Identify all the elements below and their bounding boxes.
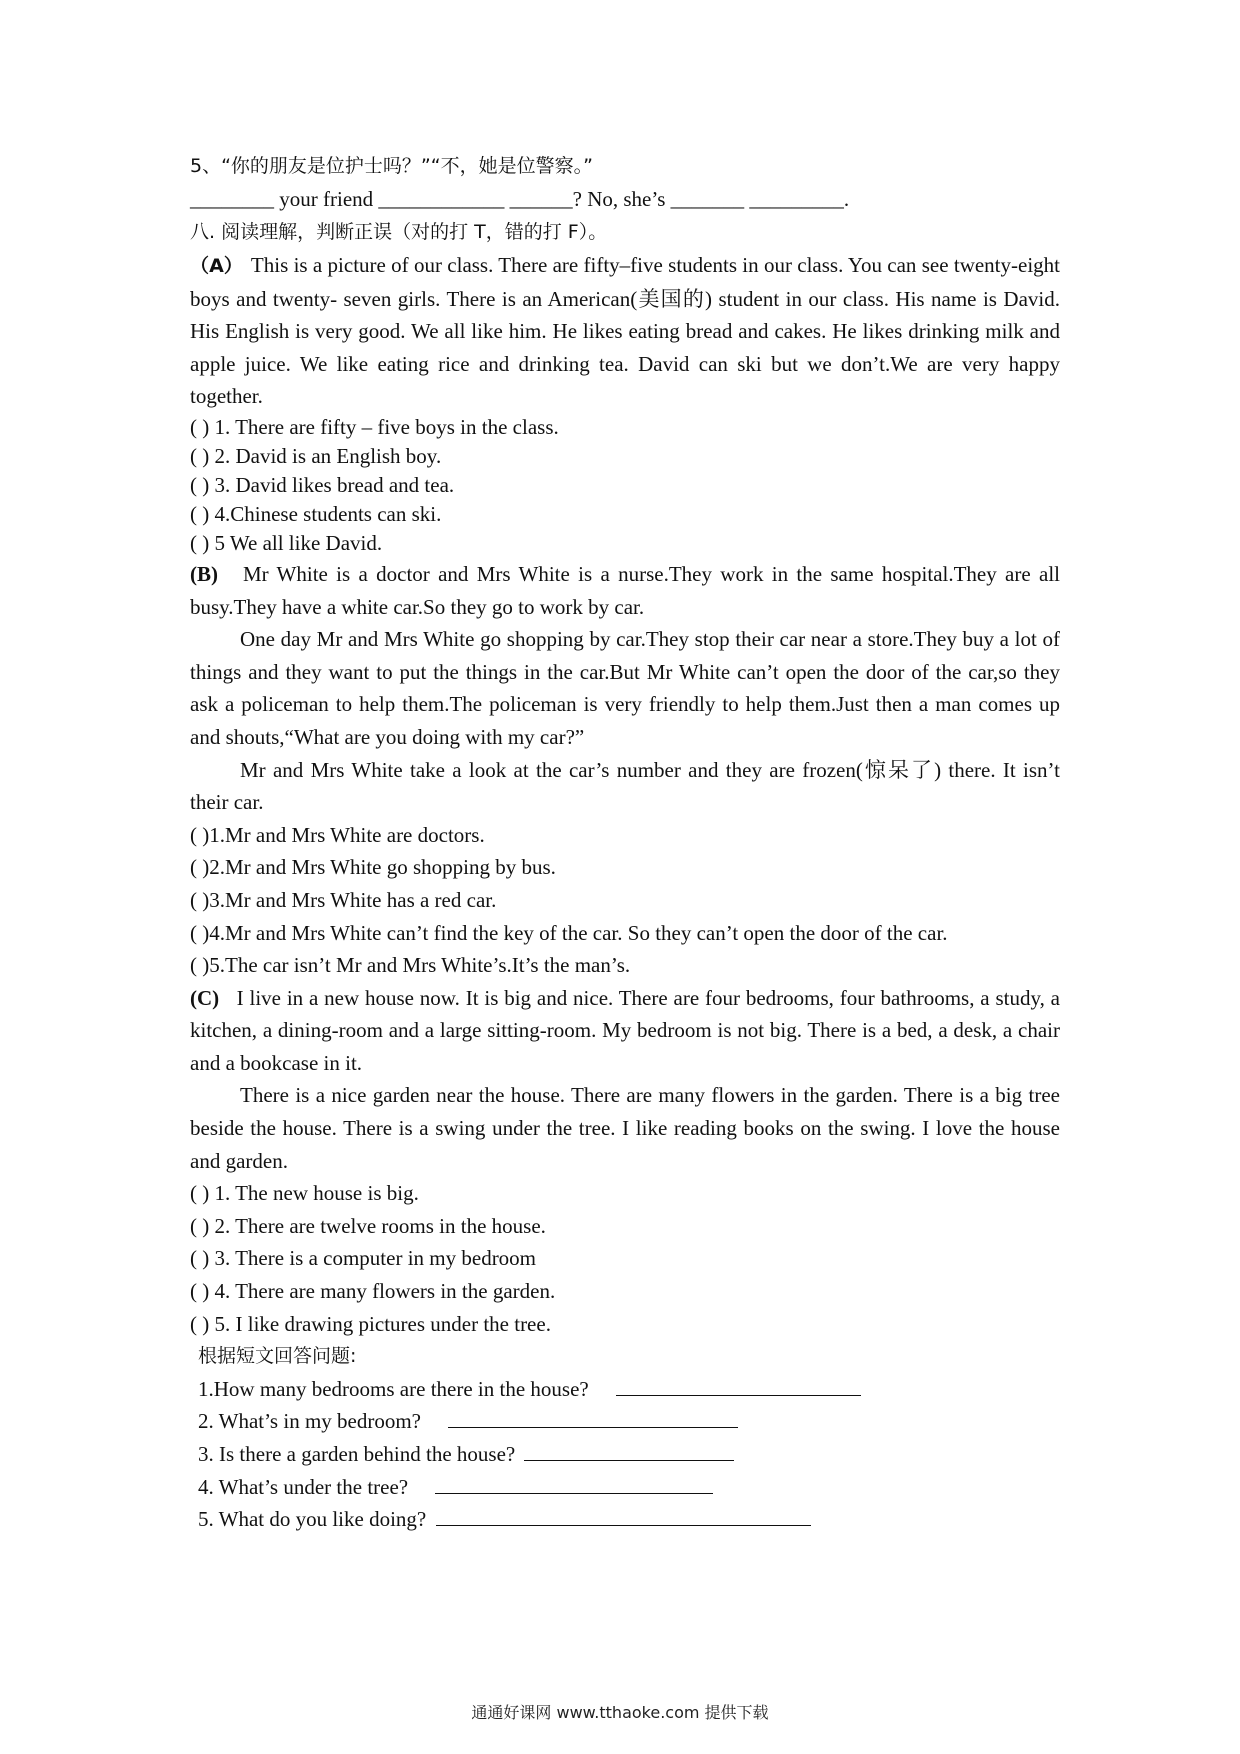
passage-a-text: This is a picture of our class. There are fifty–five students in our class. You can see twenty-eight boys and twenty- seven girls. There is an American(美国的) student in our class. His name is David. His English is very good. We all like him. He likes eating bread and cakes. He likes drinking milk and apple juice. We like eating rice and drinking tea. David can ski but we don’t.We are very happy together. xyxy=(190,253,1060,409)
passage-b-p3: Mr and Mrs White take a look at the car’s number and they are frozen(惊呆了) there. It isn’t their car. xyxy=(190,757,1060,815)
answer-blank[interactable] xyxy=(436,1505,811,1526)
footer-credit: 通通好课网 www.tthaoke.com 提供下载 xyxy=(471,1703,769,1722)
passage-a-question: ( ) 4.Chinese students can ski. xyxy=(190,501,442,526)
worksheet-page xyxy=(190,150,1060,1536)
passage-b-question: ( )1.Mr and Mrs White are doctors. xyxy=(190,822,485,847)
passage-c-question: ( ) 2. There are twelve rooms in the house. xyxy=(190,1213,546,1238)
answer-question-5 xyxy=(198,1503,1060,1536)
answer-question-1 xyxy=(198,1373,1060,1406)
passage-c-questions xyxy=(190,1177,1060,1340)
q5-chinese: 5、“你的朋友是位护士吗？”“不，她是位警察。” xyxy=(190,155,593,177)
passage-b-question: ( )4.Mr and Mrs White can’t find the key of the car. So they can’t open the door of the car. xyxy=(190,920,948,945)
passage-c-p1 xyxy=(190,982,1060,1080)
section-title: 八. 阅读理解，判断正误（对的打 T，错的打 F）。 xyxy=(190,221,608,243)
passage-c-p2: There is a nice garden near the house. There are many flowers in the garden. There is a big tree beside the house. There is a swing under the tree. I like reading books on the swing. I love the house and garden. xyxy=(190,1083,1060,1173)
answer-blank[interactable] xyxy=(435,1473,713,1494)
answer-blank[interactable] xyxy=(524,1440,734,1461)
answer-question-4 xyxy=(198,1471,1060,1504)
passage-a xyxy=(190,249,1060,413)
passage-a-questions xyxy=(190,413,1060,558)
answer-question-text: 5. What do you like doing? xyxy=(198,1507,427,1532)
passage-b-p2: One day Mr and Mrs White go shopping by car.They stop their car near a store.They buy a lot of things and they want to put the things in the car.But Mr White can’t open the door of the car,so they ask a policeman to help them.The policeman is very friendly to help them.Just then a man comes up and shouts,“What are you doing with my car?” xyxy=(190,627,1060,749)
q5-english-blanks: ________ your friend ____________ ______? No, she’s _______ _________. xyxy=(190,187,850,211)
answer-section-title: 根据短文回答问题: xyxy=(198,1345,357,1368)
answer-question-3 xyxy=(198,1438,1060,1471)
answer-question-text: 4. What’s under the tree? xyxy=(198,1474,409,1499)
passage-c-label: (C) xyxy=(190,985,220,1010)
passage-b-question: ( )3.Mr and Mrs White has a red car. xyxy=(190,887,497,912)
passage-c-question: ( ) 1. The new house is big. xyxy=(190,1181,419,1206)
passage-b-question: ( )5.The car isn’t Mr and Mrs White’s.It’s the man’s. xyxy=(190,953,631,978)
passage-b-label: (B) xyxy=(190,561,218,586)
passage-c-question: ( ) 4. There are many flowers in the garden. xyxy=(190,1279,556,1304)
answer-question-text: 1.How many bedrooms are there in the house? xyxy=(198,1376,589,1401)
answer-questions xyxy=(190,1373,1060,1536)
answer-blank[interactable] xyxy=(616,1375,861,1396)
passage-a-question: ( ) 5 We all like David. xyxy=(190,530,383,555)
passage-c-question: ( ) 5. I like drawing pictures under the tree. xyxy=(190,1311,551,1336)
passage-b-p1 xyxy=(190,558,1060,623)
passage-c-question: ( ) 3. There is a computer in my bedroom xyxy=(190,1246,537,1271)
passage-b-questions xyxy=(190,819,1060,982)
passage-a-label: （A） xyxy=(190,255,243,277)
passage-a-question: ( ) 3. David likes bread and tea. xyxy=(190,472,455,497)
passage-b-question: ( )2.Mr and Mrs White go shopping by bus. xyxy=(190,855,556,880)
passage-a-question: ( ) 1. There are fifty – five boys in the class. xyxy=(190,414,559,439)
passage-b-p1-text: Mr White is a doctor and Mrs White is a nurse.They work in the same hospital.They are all busy.They have a white car.So they go to work by car. xyxy=(190,561,1060,619)
answer-blank[interactable] xyxy=(448,1407,738,1428)
answer-question-text: 3. Is there a garden behind the house? xyxy=(198,1442,516,1466)
passage-c-p1-text: I live in a new house now. It is big and nice. There are four bedrooms, four bathrooms, a study, a kitchen, a dining-room and a large sitting-room. My bedroom is not big. There is a bed, a desk, a chair and a bookcase in it. xyxy=(190,985,1060,1075)
passage-a-question: ( ) 2. David is an English boy. xyxy=(190,443,442,468)
answer-question-2 xyxy=(198,1405,1060,1438)
answer-question-text: 2. What’s in my bedroom? xyxy=(198,1409,421,1434)
